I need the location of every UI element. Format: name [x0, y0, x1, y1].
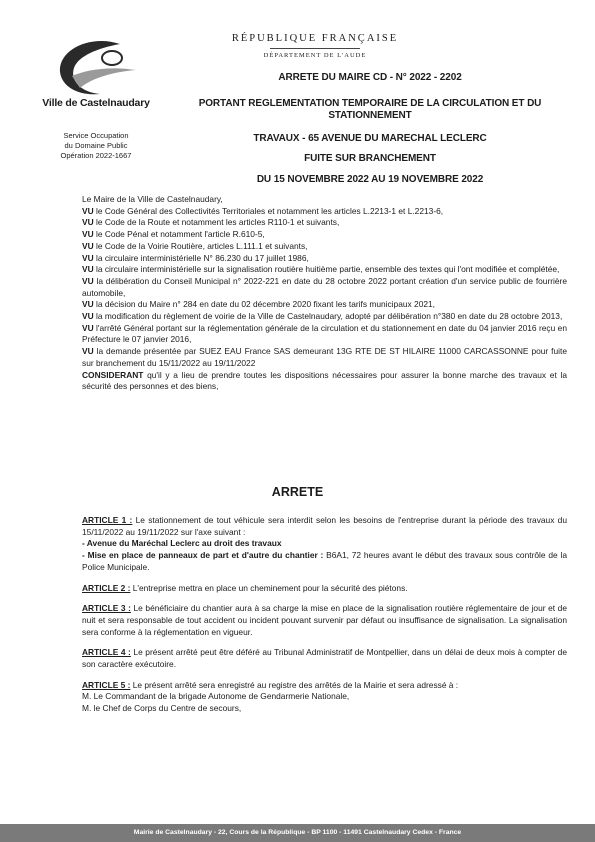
preamble-line: VU l'arrêté Général portant sur la réglementation générale de la circulation et du stationnement en date du 04 janvier 2016 reçu en Préfecture le 07 janvier 2016, [82, 322, 567, 345]
article-3: ARTICLE 3 : Le bénéficiaire du chantier aura à sa charge la mise en place de la signalisation routière réglementaire de jour et de nuit et sera responsable de tout accident ou incident pouvant survenir par défaut ou insuffisance de signalisation. La signalisation sera conforme à la réglementation en vigueur. [82, 603, 567, 637]
title-line: PORTANT REGLEMENTATION TEMPORAIRE DE LA CIRCULATION ET DU [198, 98, 542, 109]
preamble-line: VU le Code de la Voirie Routière, articles L.111.1 et suivants, [82, 240, 308, 251]
article-4: ARTICLE 4 : Le présent arrêté peut être déféré au Tribunal Administratif de Montpellier, dans un délai de deux mois à compter de son caractère exécutoire. [82, 647, 567, 670]
department-heading: DÉPARTEMENT DE L'AUDE [263, 52, 367, 59]
title-line: STATIONNEMENT [328, 110, 412, 121]
preamble-line: Le Maire de la Ville de Castelnaudary, [82, 194, 223, 204]
works-line: TRAVAUX - 65 AVENUE DU MARECHAL LECLERC [253, 133, 487, 144]
article-2: ARTICLE 2 : L'entreprise mettra en place un cheminement pour la sécurité des piétons. [82, 582, 408, 593]
decree-title: ARRETE [271, 485, 324, 499]
preamble-line: VU le Code Pénal et notamment l'article R.610-5, [82, 229, 265, 240]
operation-number: Opération 2022-1667 [60, 151, 132, 160]
castelnaudary-logo [50, 36, 138, 98]
header-rule [270, 48, 360, 49]
preamble-line: VU la modification du règlement de voirie de la Ville de Castelnaudary, adopté par délibération n°380 en date du 28 octobre 2013, [82, 311, 563, 322]
recipient-line: M. le Chef de Corps du Centre de secours, [82, 703, 242, 714]
preamble-line: VU le Code de la Route et notamment les articles R110-1 et suivants, [82, 217, 340, 228]
arrete-number: ARRETE DU MAIRE CD - N° 2022 - 2202 [278, 72, 462, 83]
preamble-line: VU la décision du Maire n° 284 en date du 02 décembre 2020 fixant les tarifs municipaux 2021, [82, 299, 435, 310]
leak-line: FUITE SUR BRANCHEMENT [304, 153, 436, 164]
preamble [82, 194, 567, 393]
service-line: Service Occupation [63, 131, 129, 140]
preamble-line: VU la circulaire interministérielle N° 86.230 du 17 juillet 1986, [82, 252, 309, 263]
service-line: du Domaine Public [64, 141, 128, 150]
city-name: Ville de Castelnaudary [42, 97, 150, 109]
preamble-line: CONSIDERANT qu'il y a lieu de prendre toutes les dispositions nécessaires pour assurer la bonne marche des travaux et la sécurité des personnes et des biens, [82, 369, 567, 392]
preamble-line: VU la demande présentée par SUEZ EAU France SAS demeurant 13G RTE DE ST HILAIRE 11000 CARCASSONNE pour fuite sur branchement du 15/11/2022 au 19/11/2022 [82, 346, 567, 368]
article-1: ARTICLE 1 : Le stationnement de tout véhicule sera interdit selon les besoins de l'entreprise durant la période des travaux du 15/11/2022 au 19/11/2022 sur l'axe suivant : [82, 515, 568, 537]
article-1-item: - Mise en place de panneaux de part et d'autre du chantier : B6A1, 72 heures avant le début des travaux sous contrôle de la Police Municipale. [82, 550, 567, 572]
preamble-line: VU le Code Général des Collectivités Territoriales et notamment les articles L.2213-1 et L.2213-6, [82, 205, 444, 216]
article-5: ARTICLE 5 : Le présent arrêté sera enregistré au registre des arrêtés de la Mairie et sera adressé à : [82, 679, 459, 690]
service-block [36, 131, 156, 161]
footer-address: Mairie de Castelnaudary - 22, Cours de la République - BP 1100 - 11491 Castelnaudary Cedex - France [0, 824, 595, 842]
preamble-line: VU la délibération du Conseil Municipal n° 2022-221 en date du 28 octobre 2022 portant création d'un service public de fourrière automobile, [82, 275, 567, 298]
articles [82, 515, 567, 715]
article-1-item: - Avenue du Maréchal Leclerc au droit des travaux [82, 538, 282, 549]
recipient-line: M. Le Commandant de la brigade Autonome de Gendarmerie Nationale, [82, 691, 350, 702]
dates-line: DU 15 NOVEMBRE 2022 AU 19 NOVEMBRE 2022 [256, 174, 484, 185]
republic-heading: RÉPUBLIQUE FRANÇAISE [231, 33, 399, 44]
preamble-line: VU la circulaire interministérielle sur la signalisation routière huitième partie, ensemble des textes qui l'ont modifiée et complétée, [82, 264, 560, 275]
